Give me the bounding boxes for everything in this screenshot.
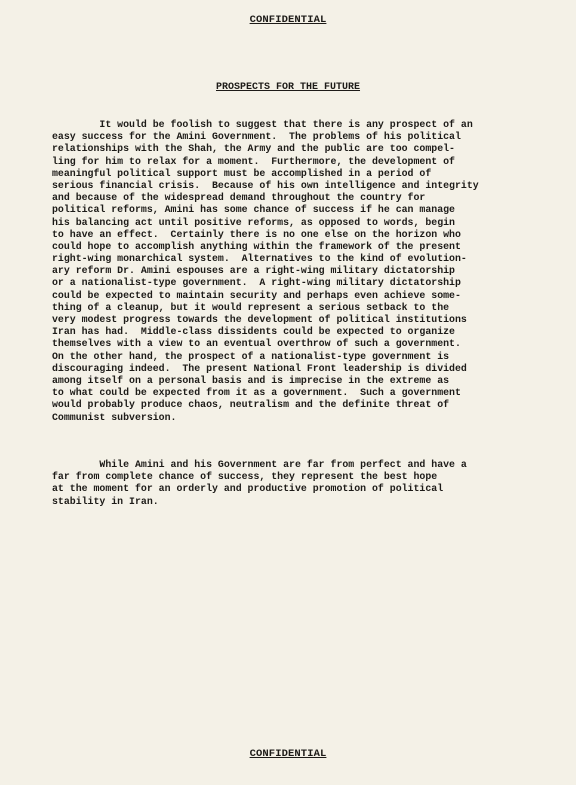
body-text-line: very modest progress towards the development of political institutions [52,314,467,325]
body-text-line: far from complete chance of success, they represent the best hope [52,471,438,483]
body-text-line: themselves with a view to an eventual overthrow of such a government. [52,338,461,350]
body-text-line: to what could be expected from it as a government. Such a government [52,387,461,399]
body-text-line: discouraging indeed. The present National Front leadership is divided [52,362,467,374]
classification-footer: CONFIDENTIAL [249,748,327,760]
body-text-line: could be expected to maintain security and perhaps even achieve some- [52,289,461,301]
body-text-line: at the moment for an orderly and productive promotion of political [52,483,444,495]
body-paragraph-2 [52,459,552,508]
classification-header: CONFIDENTIAL [249,14,327,26]
body-text-line: his balancing act until positive reforms, as opposed to words, begin [52,216,455,228]
body-text-line: to have an effect. Certainly there is no one else on the horizon who [52,228,461,240]
body-text-line: could hope to accomplish anything within the framework of the present [52,240,461,252]
body-text-line: thing of a cleanup, but it would represent a serious setback to the [52,301,450,313]
body-text-line: and because of the widespread demand throughout the country for [52,192,426,204]
body-text-line: easy success for the Amini Government. The problems of his political [52,131,461,143]
body-text-line: political reforms, Amini has some chance of success if he can manage [52,204,455,216]
body-text-line: stability in Iran. [52,495,159,507]
body-text-line: among itself on a personal basis and is imprecise in the extreme as [52,374,450,386]
body-text-line: would probably produce chaos, neutralism and the definite threat of [52,399,450,411]
body-text-line: relationships with the Shah, the Army and the public are too compel- [52,143,455,155]
body-text-line: serious financial crisis. Because of his own intelligence and integrity [52,179,479,191]
body-text-line: It would be foolish to suggest that there is any prospect of an [52,119,473,130]
body-text-line: ary reform Dr. Amini espouses are a right-wing military dictatorship [52,265,455,277]
body-text-line: meaningful political support must be accomplished in a period of [52,167,432,179]
body-text-line: right-wing monarchical system. Alternatives to the kind of evolution- [52,253,467,265]
body-text-line: ling for him to relax for a moment. Furthermore, the development of [52,155,455,167]
body-text-line: On the other hand, the prospect of a nationalist-type government is [52,350,450,362]
body-text-line: While Amini and his Government are far from perfect and have a [52,459,467,470]
section-title: PROSPECTS FOR THE FUTURE [215,82,361,93]
body-text-line: Iran has had. Middle-class dissidents could be expected to organize [52,326,455,338]
body-text-line: Communist subversion. [52,411,177,423]
body-text-line: or a nationalist-type government. A right-wing military dictatorship [52,277,461,289]
body-paragraph-1 [52,119,552,424]
